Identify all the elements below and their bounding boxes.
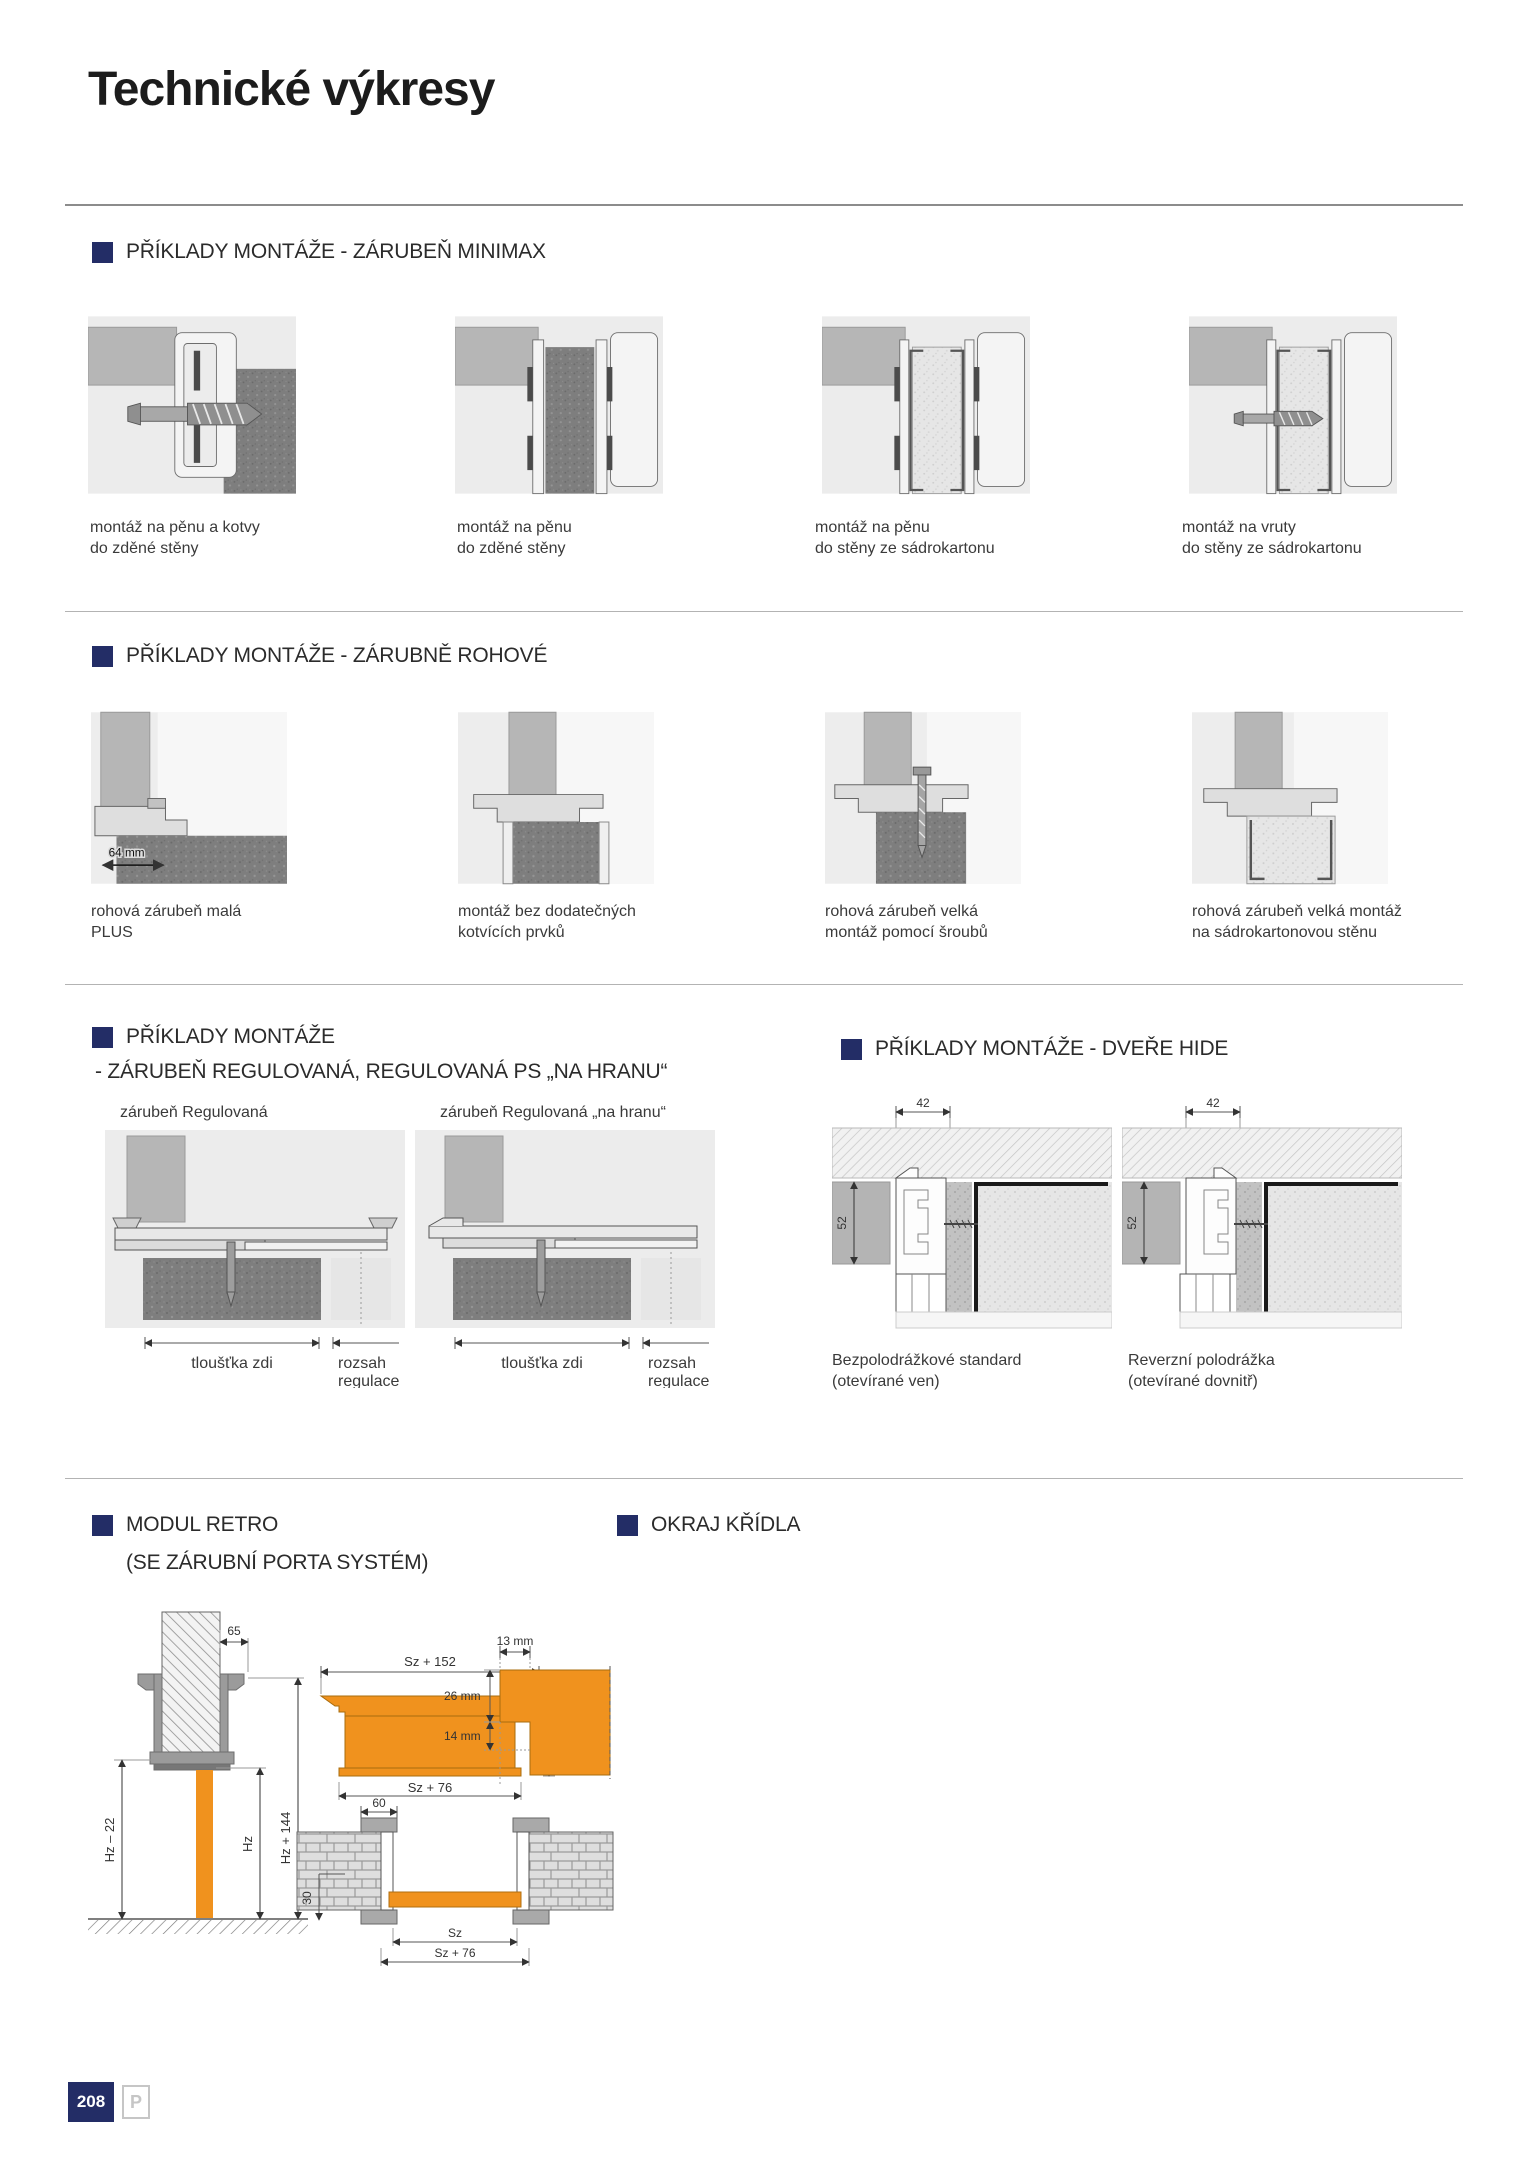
section-bullet-icon [841,1039,862,1060]
dimension-label: 52 [835,1216,849,1230]
diagram-hide-bezpolodrazka [832,1098,1112,1338]
section-retro-header [92,1513,278,1537]
plaster-wall [1264,1182,1402,1328]
seal-detail [148,798,166,808]
section-okraj-header [617,1513,800,1537]
diagram-minimax-screws-drywall [1189,307,1397,503]
wall-block [455,327,538,385]
drywall-wall [1247,816,1335,884]
drywall-wall [912,347,961,494]
diagram-rohove-velka-sadrokarton [1192,710,1388,886]
screw-icon [128,403,262,425]
dimension-label: 42 [916,1098,930,1110]
dimension-label: Hz – 22 [102,1817,117,1863]
caption-line-2: (otevírané dovnitř) [1128,1373,1258,1390]
diagram-caption [825,901,1125,943]
section-regulovana-header [92,1025,335,1049]
section-minimax-header [92,240,546,264]
section-title-line-2: (SE ZÁRUBNÍ PORTA SYSTÉM) [126,1551,429,1574]
door-leaf [1235,712,1282,798]
dimension-label: 52 [1125,1216,1139,1230]
caption-line-2: do zděné stěny [457,540,566,557]
caption-line-1: rohová zárubeň malá [91,903,242,920]
frame-leg [599,822,609,884]
ground-hatch [88,1920,308,1934]
screw-icon [227,1242,235,1306]
caption-line-1: montáž na pěnu [457,519,572,536]
dimension-label: regulace [648,1373,710,1388]
door-leaf [864,712,911,794]
section-bullet-icon [617,1515,638,1536]
section-title: PŘÍKLADY MONTÁŽE [126,1025,335,1048]
diagram-caption [1192,901,1492,943]
section-divider [65,1478,1463,1479]
dimension-label: 30 [300,1891,314,1905]
title-divider [65,204,1463,206]
page-number: 208 [76,2092,106,2111]
caption-line-2: PLUS [91,924,133,941]
masonry-wall [545,347,594,494]
section-hide-header [841,1037,1228,1061]
page-number-badge [68,2082,114,2122]
diagram-minimax-foam-drywall [822,307,1030,503]
page-title: Technické výkresy [88,63,495,116]
dimension-label: tloušťka zdi [191,1355,273,1372]
wall-block [1189,327,1272,385]
ceiling-hatch [1122,1128,1402,1178]
caption-line-2: kotvících prvků [458,924,565,941]
diagram-caption [815,517,1115,559]
caption-line-1: montáž na vruty [1182,519,1296,536]
diagram-retro-vertical [70,1608,320,1953]
diagram-caption [91,901,391,943]
section-divider [65,984,1463,985]
wall-block [822,327,905,385]
door-leaf-orange [196,1770,213,1918]
dimension-label: regulace [338,1373,400,1388]
dimension-label: Sz [447,1926,463,1940]
section-bullet-icon [92,646,113,667]
dimension-label: Sz + 76 [434,1946,476,1960]
screw-icon [537,1240,545,1306]
section-bullet-icon [92,1027,113,1048]
brand-logo-letter: P [129,2091,142,2112]
caption-line-2: do zděné stěny [90,540,199,557]
diagram-caption [457,517,757,559]
door-leaf-orange [389,1892,521,1907]
door-leaf [445,1136,503,1222]
brand-logo-icon [122,2085,150,2119]
dimension-label: rozsah [338,1355,387,1372]
leaf-edge-profile [500,1670,610,1775]
dimension-label: 42 [1206,1098,1220,1110]
diagram-caption [832,1350,1132,1392]
section-bullet-icon [92,1515,113,1536]
caption-line-2: do stěny ze sádrokartonu [815,540,995,557]
section-bullet-icon [92,242,113,263]
section-title: PŘÍKLADY MONTÁŽE - ZÁRUBNĚ ROHOVÉ [126,644,548,667]
dimension-arrow [145,1337,399,1349]
diagram-rohove-mala-plus [91,710,287,886]
dimension-label: Hz [240,1836,255,1852]
frame-leg [503,822,513,884]
adjustable-frame-profile [115,1228,387,1250]
diagram-regulovana [105,1130,405,1388]
door-leaf [896,1274,946,1312]
door-leaf [127,1136,185,1222]
caption-line-1: rohová zárubeň velká [825,903,978,920]
caption-line-1: Reverzní polodrážka [1128,1352,1275,1369]
section-title-line-2: - ZÁRUBEŇ REGULOVANÁ, REGULOVANÁ PS „NA HRANU“ [95,1060,668,1083]
caption-line-1: montáž bez dodatečných [458,903,636,920]
caption-line-1: montáž na pěnu [815,519,930,536]
caption-line-2: (otevírané ven) [832,1373,940,1390]
door-leaf [101,712,150,822]
hatched-wall [162,1612,220,1752]
brick-pier [529,1832,613,1910]
dimension-label: 64 mm [108,846,145,860]
dimension-label: Sz + 152 [404,1654,456,1669]
caption-line-2: montáž pomocí šroubů [825,924,988,941]
ceiling-hatch [832,1128,1112,1178]
caption-line-2: na sádrokartonovou stěnu [1192,924,1378,941]
aluminium-profile [1186,1168,1236,1274]
dimension-label: 13 mm [496,1634,534,1648]
plaster-wall [974,1182,1112,1328]
caption-line-2: do stěny ze sádrokartonu [1182,540,1362,557]
diagram-retro-plan [285,1798,635,1973]
door-leaf [509,712,556,806]
anchor-bar [194,423,200,463]
dimension-label: Sz + 76 [407,1780,453,1795]
diagram-minimax-foam-anchors [88,307,296,503]
wall-block [88,327,177,385]
dimension-arrow [455,1337,709,1349]
diagram-rohove-bez-kotveni [458,710,654,886]
dimension-label: 60 [372,1798,386,1810]
diagram-minimax-foam-masonry [455,307,663,503]
diagram-rohove-velka-srouby [825,710,1021,886]
dimension-label: tloušťka zdi [501,1355,583,1372]
aluminium-profile [896,1168,946,1274]
dimension-arrow [500,1646,530,1670]
caption-line-1: montáž na pěnu a kotvy [90,519,260,536]
section-title: OKRAJ KŘÍDLA [651,1513,801,1536]
caption-line-1: rohová zárubeň velká montáž [1192,903,1402,920]
diagram-caption [90,517,390,559]
anchor-bar [194,351,200,391]
floor-band [896,1312,1112,1328]
section-title: MODUL RETRO [126,1513,279,1536]
concrete-strip [1236,1182,1262,1328]
diagram-okraj-kridla [438,1632,648,1802]
section-title: PŘÍKLADY MONTÁŽE - DVEŘE HIDE [875,1037,1229,1060]
diagram-regulovana-na-hranu [415,1130,715,1388]
architrave [113,1218,141,1228]
section-rohove-header [92,644,547,668]
door-leaf [1180,1274,1230,1312]
diagram-hide-reverzni [1122,1098,1402,1338]
caption-line-1: Bezpolodrážkové standard [832,1352,1022,1369]
architrave [369,1218,397,1228]
concrete-strip [946,1182,972,1328]
section-title: PŘÍKLADY MONTÁŽE - ZÁRUBEŇ MINIMAX [126,240,546,263]
masonry-wall [116,836,287,884]
masonry-wall [513,822,599,884]
diagram-caption [1182,517,1482,559]
variant-label: zárubeň Regulovaná „na hranu“ [440,1104,666,1121]
diagram-caption [1128,1350,1428,1392]
floor-band [1180,1312,1402,1328]
section-divider [65,611,1463,612]
variant-label: zárubeň Regulovaná [120,1104,268,1121]
dimension-label: 26 mm [444,1689,481,1703]
dimension-label: rozsah [648,1355,697,1372]
dimension-label: 14 mm [444,1729,481,1743]
diagram-caption [458,901,758,943]
dimension-label: Hz + 144 [278,1811,293,1865]
dimension-label: 65 [227,1624,241,1638]
